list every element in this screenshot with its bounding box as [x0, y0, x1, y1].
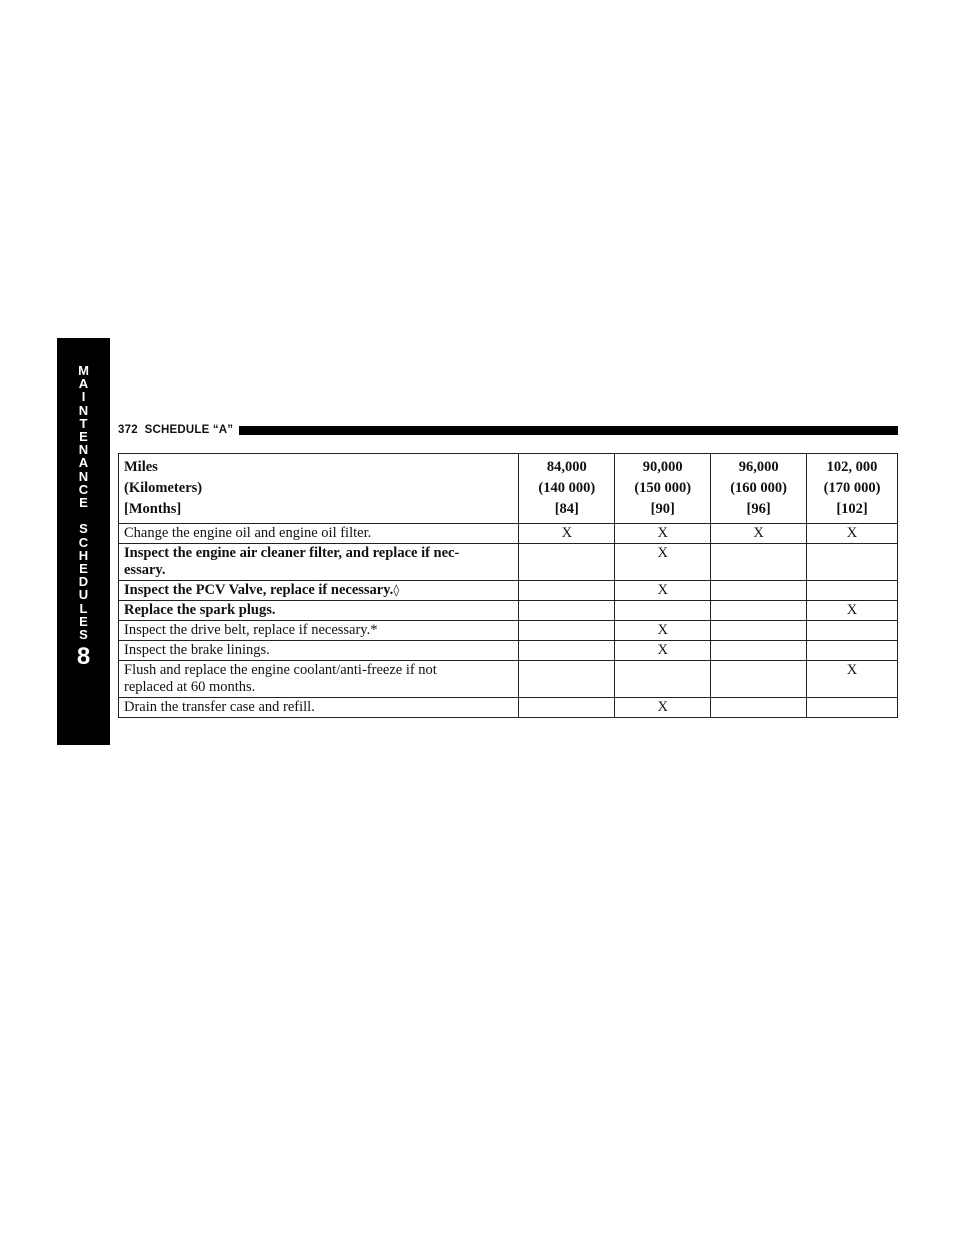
- task-cell: Flush and replace the engine coolant/anti-freeze if not replaced at 60 months.: [119, 661, 519, 698]
- mark-cell: X: [807, 601, 898, 621]
- table-row: [119, 661, 898, 698]
- header-labels-cell: [119, 454, 519, 524]
- mark-cell: X: [615, 621, 711, 641]
- table-header-row: [119, 454, 898, 524]
- mark-cell: X: [807, 661, 898, 698]
- interval-months: [90]: [650, 501, 675, 517]
- mark-cell: [519, 641, 615, 661]
- interval-miles: 102, 000: [826, 459, 878, 475]
- interval-months: [102]: [836, 501, 868, 517]
- mark-cell: [711, 641, 807, 661]
- side-letter: M: [78, 363, 89, 378]
- side-letter: U: [78, 587, 89, 603]
- mark-cell: [711, 581, 807, 601]
- mark-cell: [519, 661, 615, 698]
- mark-cell: [711, 621, 807, 641]
- mark-cell: [519, 621, 615, 641]
- mark-cell: [807, 641, 898, 661]
- diamond-icon: ◊: [393, 583, 400, 597]
- mark-cell: X: [615, 641, 711, 661]
- table-row: [119, 544, 898, 581]
- side-letter: E: [79, 561, 88, 577]
- mark-cell: [519, 544, 615, 581]
- interval-header: [711, 454, 807, 524]
- mark-cell: [615, 601, 711, 621]
- side-letter: C: [78, 481, 89, 497]
- interval-months: [84]: [554, 501, 579, 517]
- mark-cell: X: [519, 524, 615, 544]
- side-tab-letters: [57, 364, 110, 641]
- side-letter: I: [81, 389, 86, 405]
- side-letter: A: [78, 376, 89, 392]
- page-header: [118, 422, 898, 438]
- table-row: [119, 641, 898, 661]
- interval-header: [615, 454, 711, 524]
- mark-cell: [711, 661, 807, 698]
- task-cell: Change the engine oil and engine oil filter.: [119, 524, 519, 544]
- page-header-label: [118, 424, 233, 436]
- maintenance-schedule-table: [118, 453, 898, 718]
- task-cell: Drain the transfer case and refill.: [119, 698, 519, 718]
- mark-cell: [807, 581, 898, 601]
- table-row: [119, 601, 898, 621]
- table-row: [119, 524, 898, 544]
- page-number: 372: [118, 424, 138, 436]
- side-letter: E: [79, 429, 88, 445]
- side-letter: S: [79, 627, 88, 643]
- mark-cell: X: [615, 524, 711, 544]
- side-letter: H: [78, 547, 89, 563]
- table-row: [119, 581, 898, 601]
- mark-cell: [519, 698, 615, 718]
- chapter-number: 8: [76, 643, 91, 671]
- interval-km: (170 000): [823, 480, 881, 496]
- mark-cell: X: [615, 581, 711, 601]
- interval-miles: 84,000: [546, 459, 587, 475]
- chapter-side-tab: [57, 338, 110, 745]
- side-letter: C: [78, 534, 89, 550]
- mark-cell: X: [615, 698, 711, 718]
- interval-km: (160 000): [730, 480, 788, 496]
- interval-months: [96]: [746, 501, 771, 517]
- mark-cell: [711, 698, 807, 718]
- header-label-miles: Miles: [124, 459, 158, 475]
- interval-miles: 90,000: [642, 459, 683, 475]
- side-letter: N: [78, 442, 89, 458]
- side-letter: D: [78, 574, 89, 590]
- mark-cell: [519, 601, 615, 621]
- task-cell: Replace the spark plugs.: [119, 601, 519, 621]
- table-row: [119, 621, 898, 641]
- side-letter: N: [78, 402, 89, 418]
- interval-header: [519, 454, 615, 524]
- side-letter: E: [79, 613, 88, 629]
- mark-cell: X: [807, 524, 898, 544]
- interval-km: (140 000): [538, 480, 596, 496]
- task-cell: Inspect the brake linings.: [119, 641, 519, 661]
- side-letter: E: [79, 495, 88, 511]
- table-row: [119, 698, 898, 718]
- interval-miles: 96,000: [738, 459, 779, 475]
- side-letter: L: [79, 600, 88, 616]
- mark-cell: [711, 544, 807, 581]
- task-cell: Inspect the engine air cleaner filter, and replace if nec- essary.: [119, 544, 519, 581]
- mark-cell: X: [711, 524, 807, 544]
- header-label-months: [Months]: [124, 501, 182, 517]
- mark-cell: [807, 621, 898, 641]
- side-letter: T: [79, 415, 88, 431]
- side-letter: A: [78, 455, 89, 471]
- mark-cell: [615, 661, 711, 698]
- task-text: Inspect the PCV Valve, replace if necessary.: [124, 582, 394, 598]
- mark-cell: X: [615, 544, 711, 581]
- header-label-kilometers: (Kilometers): [124, 480, 203, 496]
- interval-header: [807, 454, 898, 524]
- task-cell: [119, 581, 519, 601]
- mark-cell: [807, 698, 898, 718]
- interval-km: (150 000): [634, 480, 692, 496]
- section-title: SCHEDULE “A”: [144, 424, 234, 436]
- side-letter: N: [78, 468, 89, 484]
- mark-cell: [807, 544, 898, 581]
- mark-cell: [519, 581, 615, 601]
- side-letter: S: [79, 521, 88, 537]
- header-rule: [239, 426, 898, 435]
- task-cell: Inspect the drive belt, replace if necessary.*: [119, 621, 519, 641]
- mark-cell: [711, 601, 807, 621]
